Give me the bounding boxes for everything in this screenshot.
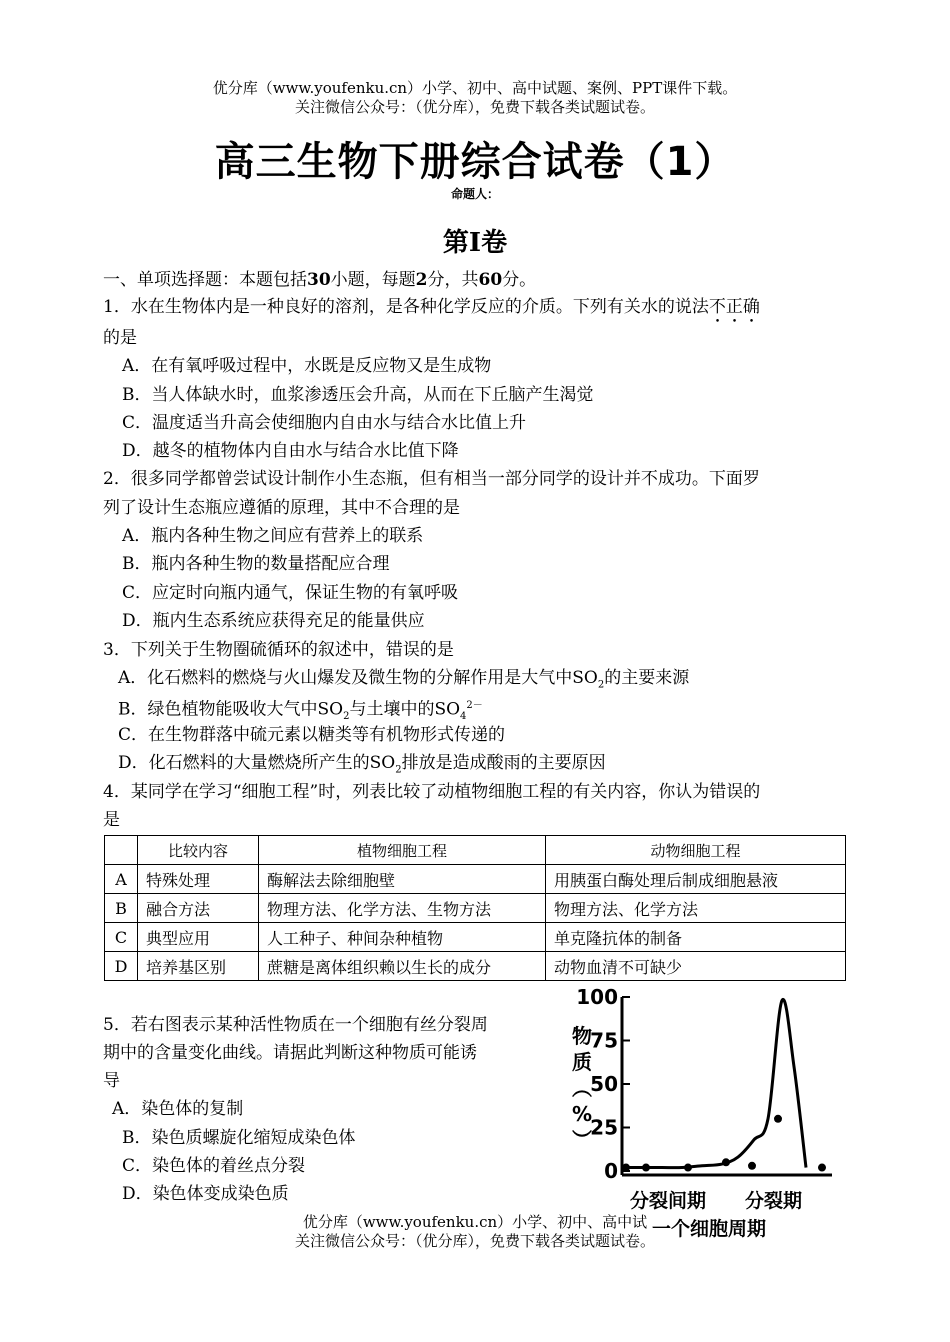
table-cell: 用胰蛋白酶处理后制成细胞悬液 (546, 865, 846, 894)
table-row (105, 923, 846, 952)
data-point (748, 1162, 756, 1170)
q3-option-a[interactable]: A．化石燃料的燃烧与火山爆发及微生物的分解作用是大气中$SO_2$的主要来源 (118, 668, 690, 691)
table-row (105, 894, 846, 923)
footer-line-1: 优分库（www.youfenku.cn）小学、初中、高中试 (302, 1213, 648, 1231)
data-point (622, 1164, 630, 1172)
data-point (722, 1158, 730, 1166)
q1-option-d[interactable]: D．越冬的植物体内自由水与结合水比值下降 (122, 441, 459, 461)
table-header-cell: 比较内容 (138, 836, 259, 865)
table-cell: B (105, 894, 138, 923)
volume-heading: 第Ⅰ卷 (442, 228, 508, 258)
q5-option-b[interactable]: B．染色质螺旋化缩短成染色体 (122, 1128, 356, 1148)
question-5-stem: 5．若右图表示某种活性物质在一个细胞有丝分裂周 (103, 1015, 488, 1035)
question-5-stem-cont: 期中的含量变化曲线。请据此判断这种物质可能诱 (103, 1043, 477, 1063)
table-cell: 动物血清不可缺少 (546, 952, 846, 981)
y-axis-label-char: 物 (572, 1024, 592, 1048)
substance-content-chart (560, 985, 840, 1245)
table-header-cell: 动物细胞工程 (546, 836, 846, 865)
page-title: 高三生物下册综合试卷（1） (214, 139, 736, 185)
q3-option-c[interactable]: C．在生物群落中硫元素以糖类等有机物形式传递的 (118, 725, 506, 745)
y-tick-label: 25 (590, 1115, 618, 1140)
section-intro: 一、单项选择题：本题包括30小题，每题2分，共60分。 (103, 270, 537, 290)
header-line-2: 关注微信公众号：（优分库），免费下载各类试题试卷。 (294, 98, 655, 116)
question-3-stem: 3．下列关于生物圈硫循环的叙述中，错误的是 (103, 640, 454, 660)
phase-label-mitosis: 分裂期 (745, 1190, 803, 1212)
q5-option-c[interactable]: C．染色体的着丝点分裂 (122, 1156, 306, 1176)
footer-line-2: 关注微信公众号：（优分库），免费下载各类试题试卷。 (294, 1232, 655, 1250)
table-cell: 典型应用 (138, 923, 259, 952)
table-cell: A (105, 865, 138, 894)
table-row (105, 952, 846, 981)
y-axis-label (572, 1024, 592, 1152)
y-tick-label: 75 (590, 1028, 618, 1053)
question-5-stem-cont2: 导 (103, 1071, 120, 1091)
data-series-line (622, 999, 806, 1167)
table-cell: 融合方法 (138, 894, 259, 923)
y-axis-label-char: 质 (572, 1050, 592, 1074)
data-point (684, 1164, 692, 1172)
table-row (105, 865, 846, 894)
table-cell: 特殊处理 (138, 865, 259, 894)
table-cell: 蔗糖是离体组织赖以生长的成分 (259, 952, 546, 981)
y-tick-label: 0 (604, 1159, 618, 1183)
x-axis-label: 一个细胞周期 (652, 1218, 767, 1240)
q2-option-a[interactable]: A．瓶内各种生物之间应有营养上的联系 (122, 526, 424, 546)
y-axis-label-char: ︵ (572, 1076, 592, 1100)
table-cell: 物理方法、化学方法 (546, 894, 846, 923)
table-cell: 酶解法去除细胞壁 (259, 865, 546, 894)
data-point (774, 1115, 782, 1123)
question-1-stem: 1．水在生物体内是一种良好的溶剂，是各种化学反应的介质。下列有关水的说法不正确 (103, 297, 760, 317)
q3-option-b[interactable]: B．绿色植物能吸收大气中$SO_2$与土壤中的$SO_4^{2-}$ (118, 699, 483, 723)
table-cell: 培养基区别 (138, 952, 259, 981)
table-cell: 物理方法、化学方法、生物方法 (259, 894, 546, 923)
data-point (818, 1164, 826, 1172)
y-tick-label: 50 (590, 1072, 618, 1096)
comparison-table (104, 835, 846, 981)
table-cell: D (105, 952, 138, 981)
data-point (642, 1164, 650, 1172)
q3-option-d[interactable]: D．化石燃料的大量燃烧所产生的$SO_2$排放是造成酸雨的主要原因 (118, 753, 606, 776)
author-label: 命题人： (450, 187, 499, 201)
q2-option-d[interactable]: D．瓶内生态系统应获得充足的能量供应 (122, 611, 425, 631)
phase-label-interphase: 分裂间期 (630, 1190, 707, 1212)
header-line-1: 优分库（www.youfenku.cn）小学、初中、高中试题、案例、PPT课件下载。 (212, 79, 738, 97)
table-header-row (105, 836, 846, 865)
table-cell: 单克隆抗体的制备 (546, 923, 846, 952)
q1-option-c[interactable]: C．温度适当升高会使细胞内自由水与结合水比值上升 (122, 413, 527, 433)
question-4-stem: 4．某同学在学习“细胞工程”时，列表比较了动植物细胞工程的有关内容，你认为错误的 (103, 782, 761, 802)
question-2-stem-cont: 列了设计生态瓶应遵循的原理，其中不合理的是 (103, 498, 460, 518)
y-axis-label-char: ︶ (572, 1128, 592, 1152)
table-header-cell (105, 836, 138, 865)
table-cell: C (105, 923, 138, 952)
y-axis-label-char: % (571, 1102, 593, 1126)
q5-option-d[interactable]: D．染色体变成染色质 (122, 1184, 289, 1204)
question-1-stem-cont: 的是 (103, 328, 137, 348)
table-cell: 人工种子、种间杂种植物 (259, 923, 546, 952)
q2-option-b[interactable]: B．瓶内各种生物的数量搭配应合理 (122, 554, 390, 574)
table-header-cell: 植物细胞工程 (259, 836, 546, 865)
y-tick-label: 100 (576, 985, 618, 1009)
q5-option-a[interactable]: A．染色体的复制 (112, 1099, 244, 1119)
q1-option-a[interactable]: A．在有氧呼吸过程中，水既是反应物又是生成物 (122, 356, 492, 376)
q1-option-b[interactable]: B．当人体缺水时，血浆渗透压会升高，从而在下丘脑产生渴觉 (122, 385, 594, 405)
question-2-stem: 2．很多同学都曾尝试设计制作小生态瓶，但有相当一部分同学的设计并不成功。下面罗 (103, 469, 760, 489)
question-4-stem-cont: 是 (103, 810, 120, 830)
q2-option-c[interactable]: C．应定时向瓶内通气，保证生物的有氧呼吸 (122, 583, 459, 603)
